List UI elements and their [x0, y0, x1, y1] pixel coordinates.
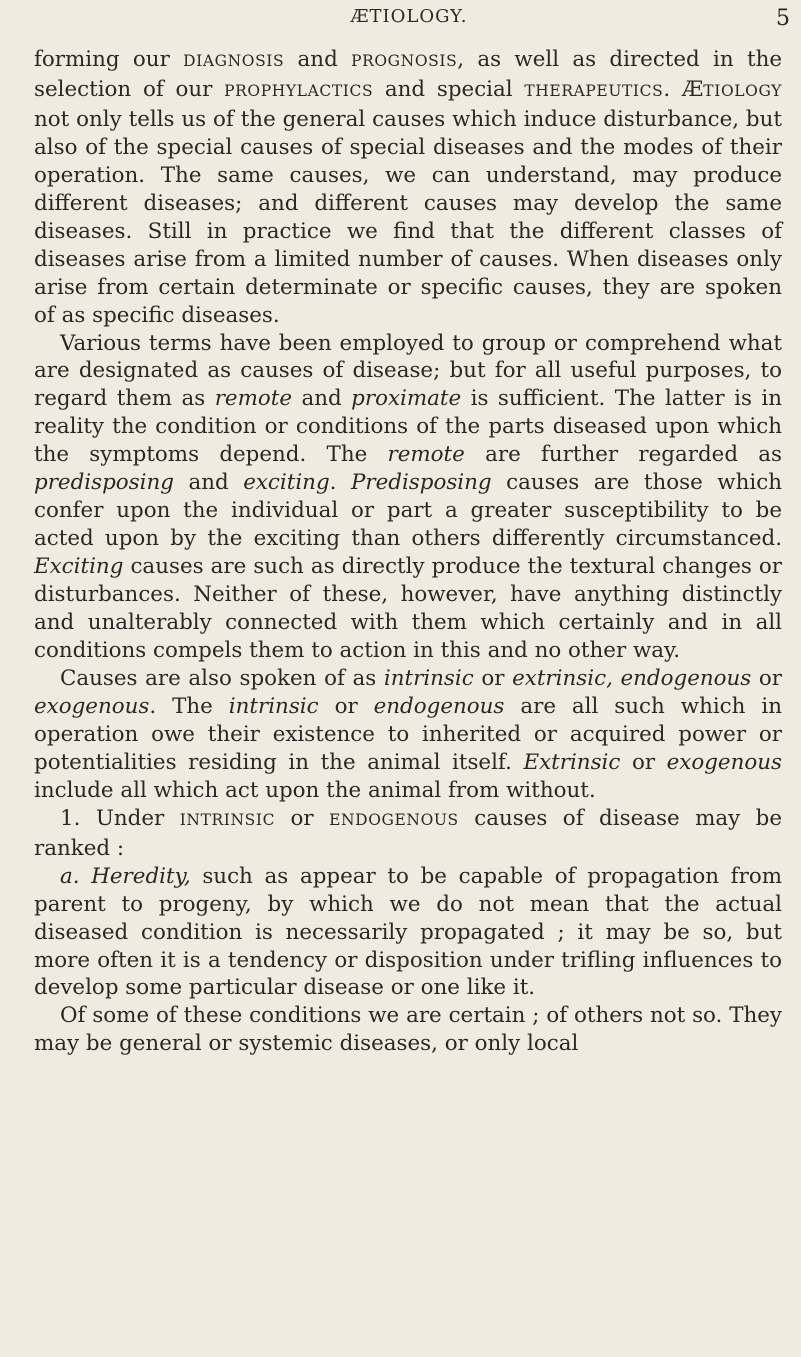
running-head-title: ÆTIOLOGY. [350, 6, 468, 27]
p4-text: or [275, 805, 330, 831]
term-extrinsic-endogenous: extrinsic, endogenous [512, 665, 752, 691]
p1-text: and [284, 47, 352, 72]
p3-text: include all which act upon the animal from without. [34, 777, 596, 803]
p2-text: and [292, 386, 352, 412]
p3-text: or [473, 665, 513, 691]
p2-text: causes are those which confer upon the individual or part a greater susceptibility to be acted upon by the exciting than others differently circumstanced. [34, 470, 782, 552]
paragraph-3 [34, 665, 782, 805]
term-exogenous: exogenous [34, 693, 150, 719]
term-intrinsic-caps: INTRINSIC [179, 810, 276, 829]
term-intrinsic: intrinsic [383, 665, 474, 691]
paragraph-6 [34, 1002, 782, 1058]
p1-text: forming our [34, 47, 184, 72]
term-predisposing: predisposing [34, 470, 174, 496]
p3-text: or [318, 693, 374, 719]
term-exciting: exciting [243, 470, 330, 496]
book-page [34, 0, 790, 1357]
term-extrinsic: Extrinsic [523, 749, 621, 775]
paragraph-2 [34, 330, 782, 665]
page-number: 5 [776, 6, 790, 31]
running-head [34, 6, 790, 32]
p3-text: are all such which in operation owe their existence to inherited or acquired power or potentialities residing in the animal itself. [34, 693, 782, 775]
paragraph-4 [34, 805, 782, 863]
term-proximate: proximate [351, 386, 462, 412]
term-aetiology: TIOLOGY [703, 81, 782, 100]
p2-text: Various terms have been employed to group or comprehend what are designated as causes of disease; but for all useful purposes, to regard them as [34, 330, 782, 412]
p3-text: or [620, 749, 667, 775]
term-prognosis: PROGNOSIS [351, 52, 458, 70]
p5-text: such as appear to be capable of propagation from parent to progeny, by which we do not mean that the actual diseased condition is necessarily propagated ; it may be so, but more often it is a tendency or disposition under trifling influences to develop some particular disease or one like it. [34, 863, 782, 1001]
paragraph-5 [34, 863, 782, 1003]
p2-text: is sufficient. The latter is in reality the condition or conditions of the parts diseased upon which the symptoms depend. The [34, 386, 782, 468]
term-endogenous-caps: ENDOGENOUS [329, 810, 459, 829]
p2-text: and [173, 470, 244, 496]
term-diagnosis: DIAGNOSIS [183, 52, 285, 70]
p1-text: and special [373, 76, 525, 102]
term-exciting: Exciting [34, 554, 124, 580]
p6-text: Of some of these conditions we are certain ; of others not so. They may be general or systemic diseases, or only local [34, 1003, 782, 1057]
term-remote: remote [387, 442, 465, 468]
term-therapeutics: THERAPEUTICS [524, 81, 664, 100]
p4-text: causes of disease may be ranked : [34, 805, 783, 861]
p4-text: 1. Under [60, 805, 180, 831]
term-heredity: a. Heredity, [60, 863, 191, 889]
p3-text: or [751, 665, 783, 691]
p2-text: causes are such as directly produce the textural changes or disturbances. Neither of these, however, have anything distinctly and unalterably connected with them which certainly and in all conditions compels them to action in this and no other way. [34, 554, 782, 664]
term-remote: remote [214, 386, 292, 412]
paragraph-1 [34, 46, 782, 330]
term-endogenous: endogenous [373, 693, 505, 719]
term-intrinsic: intrinsic [228, 693, 319, 719]
body-text [34, 46, 782, 1058]
p3-text: . The [149, 693, 229, 719]
p1-text: . Æ [663, 76, 704, 102]
p2-text: . [329, 470, 351, 496]
p2-text: are further regarded as [464, 442, 782, 468]
term-prophylactics: PROPHYLACTICS [224, 81, 374, 100]
term-predisposing: Predisposing [350, 470, 492, 496]
p1-text: not only tells us of the general causes which induce disturbance, but also of the special causes of special diseases and the modes of their operation. The same causes, we can understand, may produce different diseases; and different causes may develop the same diseases. Still in practice we find that the different classes of diseases arise from a limited number of causes. When diseases only arise from certain determinate or specific causes, they are spoken of as specific diseases. [34, 106, 782, 328]
term-exogenous: exogenous [666, 749, 782, 775]
p1-text: , as well as directed in the selection of our [34, 47, 782, 102]
p3-text: Causes are also spoken of as [60, 665, 384, 691]
